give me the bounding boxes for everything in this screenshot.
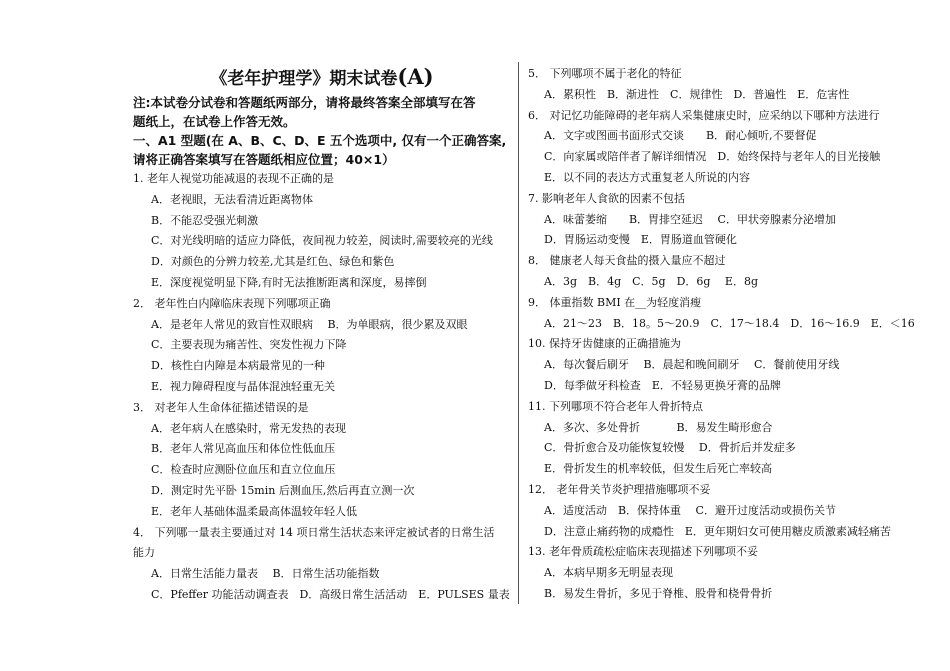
question-13-option-b: B．易发生骨折，多见于脊椎、股骨和桡骨骨折: [544, 586, 773, 600]
question-12-option-de: D．注意止痛药物的成瘾性 E．更年期妇女可使用糖皮质激素减轻痛苦: [544, 524, 891, 538]
question-12-option-abc: A．适度活动 B．保持体重 C．避开过度活动或损伤关节: [544, 503, 836, 517]
question-1-option-e: E．深度视觉明显下降,有时无法推断距离和深度，易摔倒: [151, 275, 427, 289]
question-7-option-de: D．胃肠运动变慢 E．胃肠道血管硬化: [544, 233, 737, 247]
section-heading-line-1: 一、A1 型题(在 A、B、C、D、E 五个选项中, 仅有一个正确答案,: [133, 133, 507, 148]
question-3-option-a: A．老年病人在感染时，常无发热的表现: [151, 421, 346, 435]
question-2-option-ab: A．是老年人常见的致盲性双眼病 B．为单眼病，很少累及双眼: [151, 317, 468, 331]
question-13: 13. 老年骨质疏松症临床表现描述下列哪项不妥: [528, 545, 758, 559]
question-11-option-e: E．骨折发生的机率较低，但发生后死亡率较高: [544, 462, 773, 476]
question-1-option-d: D．对颜色的分辨力较差,尤其是红色、绿色和紫色: [151, 255, 395, 269]
question-3: 3． 对老年人生命体征描述错误的是: [133, 400, 309, 414]
question-10-option-de: D．每季做牙科检查 E．不轻易更换牙膏的品牌: [544, 378, 781, 392]
question-13-option-a: A．本病早期多无明显表现: [544, 566, 673, 580]
left-column: [133, 62, 511, 606]
question-3-option-d: D．测定时先平卧 15min 后测血压,然后再直立测一次: [151, 483, 415, 497]
question-3-option-b: B．老年人常见高血压和体位性低血压: [151, 442, 336, 456]
exam-title-suffix: (A): [397, 64, 434, 89]
question-1-option-b: B．不能忍受强光刺激: [151, 213, 259, 227]
instruction-note-line-1: 注:本试卷分试卷和答题纸两部分，请将最终答案全部填写在答: [133, 95, 476, 110]
question-8: 8． 健康老人每天食盐的摄入量应不超过: [528, 254, 726, 268]
question-6: 6． 对记忆功能障碍的老年病人采集健康史时，应采纳以下哪种方法进行: [528, 108, 880, 122]
question-10: 10. 保持牙齿健康的正确措施为: [528, 337, 681, 351]
question-5: 5． 下列哪项不属于老化的特征: [528, 67, 682, 80]
right-column: [528, 62, 923, 605]
question-1: 1. 老年人视觉功能减退的表现不正确的是: [133, 172, 334, 185]
instruction-note-line-2: 题纸上，在试卷上作答无效。: [133, 114, 296, 129]
question-1-option-c: C．对光线明暗的适应力降低，夜间视力较差，阅读时,需要较亮的光线: [151, 234, 493, 248]
question-6-option-cd: C．向家属或陪伴者了解详细情况 D．始终保持与老年人的目光接触: [544, 150, 881, 164]
section-heading-line-2: 请将正确答案填写在答题纸相应位置；40×1）: [133, 152, 395, 167]
question-12: 12． 老年骨关节炎护理措施哪项不妥: [528, 482, 711, 496]
question-2-option-e: E．视力障碍程度与晶体混浊轻重无关: [151, 379, 336, 393]
question-4-option-cde: C．Pfeffer 功能活动调查表 D．高级日常生活活动 E．PULSES 量表: [151, 587, 510, 601]
question-2-option-c: C．主要表现为痛苦性、突发性视力下降: [151, 338, 347, 352]
question-4: 4． 下列哪一量表主要通过对 14 项日常生活状态来评定被试者的日常生活: [133, 525, 495, 539]
question-5-options: A．累积性 B．渐进性 C．规律性 D．普遍性 E．危害性: [544, 87, 850, 101]
question-1-option-a: A．老视眼，无法看清近距离物体: [151, 192, 313, 206]
column-divider: [518, 62, 519, 604]
question-11-option-ab: A．多次、多处骨折 B．易发生畸形愈合: [544, 420, 773, 434]
question-2: 2． 老年性白内障临床表现下列哪项正确: [133, 296, 331, 310]
question-10-option-abc: A．每次餐后刷牙 B．晨起和晚间刷牙 C．餐前使用牙线: [544, 358, 840, 372]
question-3-option-c: C．检查时应测卧位血压和直立位血压: [151, 463, 336, 477]
question-2-option-d: D．核性白内障是本病最常见的一种: [151, 359, 325, 373]
question-11-option-cd: C．骨折愈合及功能恢复较慢 D．骨折后并发症多: [544, 441, 796, 455]
question-9: 9． 体重指数 BMI 在__为轻度消瘦: [528, 295, 702, 309]
question-9-options: A．21～23 B．18。5～20.9 C．17～18.4 D．16～16.9 E．＜16: [544, 316, 915, 330]
question-6-option-ab: A．文字或图画书面形式交谈 B．耐心倾听,不要督促: [544, 129, 817, 143]
question-8-options: A．3g B．4g C．5g D．6g E．8g: [544, 274, 758, 288]
question-4-option-ab: A．日常生活能力量表 B．日常生活功能指数: [151, 567, 380, 581]
exam-title: 《老年护理学》期末试卷(A): [210, 64, 434, 89]
question-7-option-abc: A．味蕾萎缩 B．胃排空延迟 C．甲状旁腺素分泌增加: [544, 212, 836, 226]
question-7: 7. 影响老年人食欲的因素不包括: [528, 191, 685, 205]
question-11: 11. 下列哪项不符合老年人骨折特点: [528, 399, 703, 413]
question-6-option-e: E．以不同的表达方式重复老人所说的内容: [544, 170, 751, 184]
question-4-continuation: 能力: [133, 546, 155, 560]
question-3-option-e: E．老年人基础体温柔最高体温较年轻人低: [151, 504, 358, 518]
